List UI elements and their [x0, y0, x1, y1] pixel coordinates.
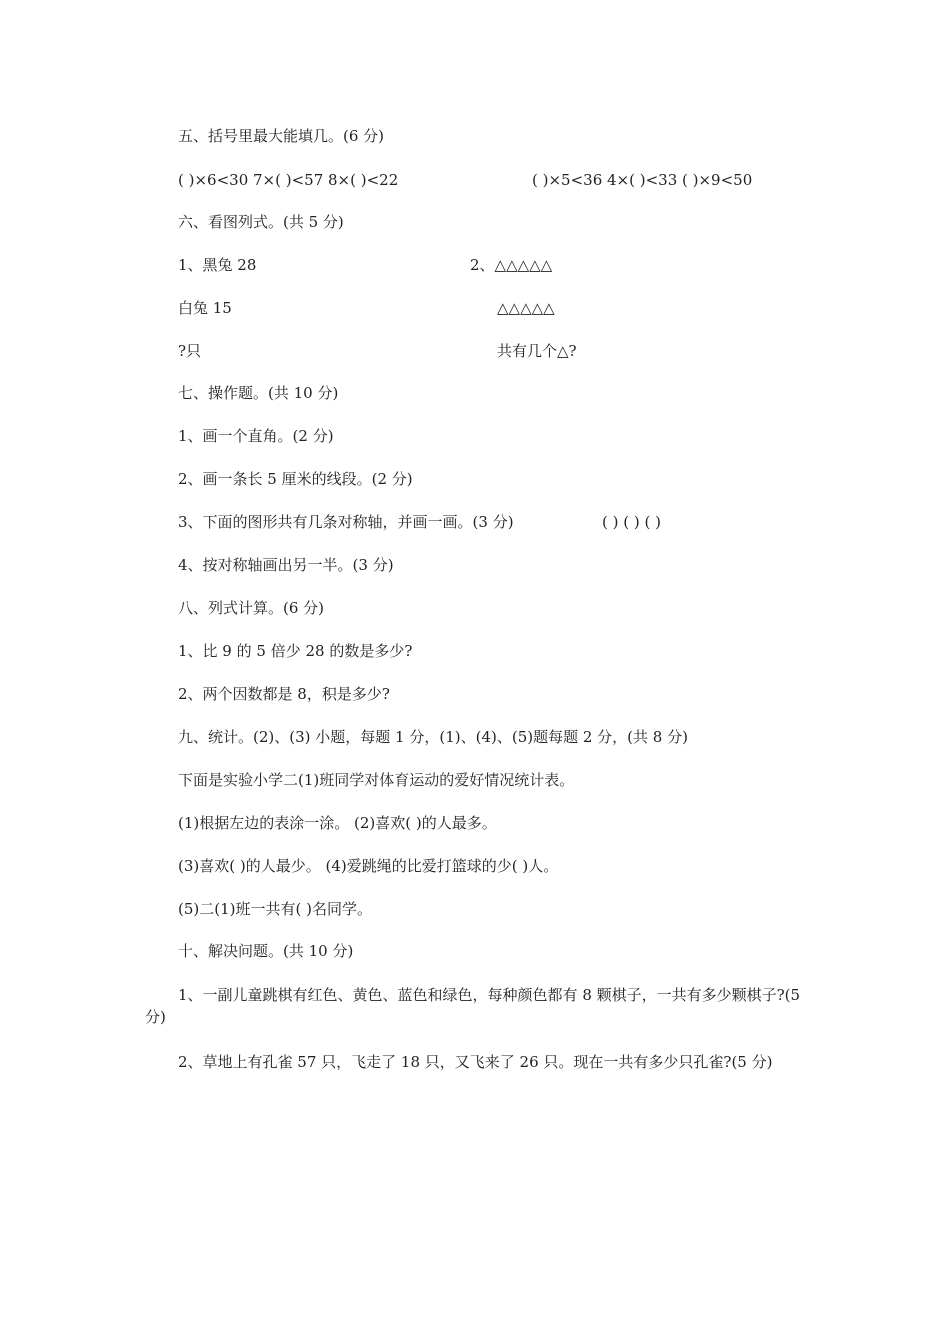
section-9-title: 九、统计。(2)、(3) 小题，每题 1 分，(1)、(4)、(5)题每题 2 分，(共 8 分): [178, 728, 688, 746]
section-6-title: 六、看图列式。(共 5 分): [178, 213, 344, 231]
section-10-q1: 1、一副儿童跳棋有红色、黄色、蓝色和绿色，每种颜色都有 8 颗棋子，一共有多少颗棋子?(5 分): [145, 986, 801, 1026]
section-6-q2-line2: △△△△△: [497, 299, 555, 317]
section-6-q2-line1: 2、△△△△△: [470, 256, 553, 274]
section-5-title: 五、括号里最大能填几。(6 分): [178, 127, 385, 145]
section-7-q3-blanks: ( ) ( ) ( ): [602, 513, 661, 531]
section-8-q2: 2、两个因数都是 8，积是多少?: [178, 685, 390, 703]
section-7-q4: 4、按对称轴画出另一半。(3 分): [178, 556, 394, 574]
section-9-q3-q4: (3)喜欢( )的人最少。 (4)爱跳绳的比爱打篮球的少( )人。: [178, 857, 559, 875]
section-10-title: 十、解决问题。(共 10 分): [178, 942, 354, 960]
section-9-q1-q2: (1)根据左边的表涂一涂。 (2)喜欢( )的人最多。: [178, 814, 497, 832]
section-6-q1-line3: ?只: [178, 342, 202, 360]
section-6-q2-line3: 共有几个△?: [497, 342, 577, 360]
section-6-q1-line2: 白兔 15: [178, 299, 232, 317]
section-5-row-right: ( )×5<36 4×( )<33 ( )×9<50: [532, 171, 753, 189]
section-10-q2: 2、草地上有孔雀 57 只，飞走了 18 只，又飞来了 26 只。现在一共有多少只孔雀?(5 分): [178, 1053, 773, 1071]
section-8-title: 八、列式计算。(6 分): [178, 599, 325, 617]
section-7-title: 七、操作题。(共 10 分): [178, 384, 339, 402]
section-7-q3: 3、下面的图形共有几条对称轴，并画一画。(3 分): [178, 513, 514, 531]
section-8-q1: 1、比 9 的 5 倍少 28 的数是多少?: [178, 642, 413, 660]
section-7-q1: 1、画一个直角。(2 分): [178, 427, 334, 445]
section-6-q1-line1: 1、黑兔 28: [178, 256, 257, 274]
section-9-q5: (5)二(1)班一共有( )名同学。: [178, 900, 372, 918]
section-9-intro: 下面是实验小学二(1)班同学对体育运动的爱好情况统计表。: [178, 771, 575, 789]
section-5-row-left: ( )×6<30 7×( )<57 8×( )<22: [178, 171, 399, 189]
section-7-q2: 2、画一条长 5 厘米的线段。(2 分): [178, 470, 413, 488]
